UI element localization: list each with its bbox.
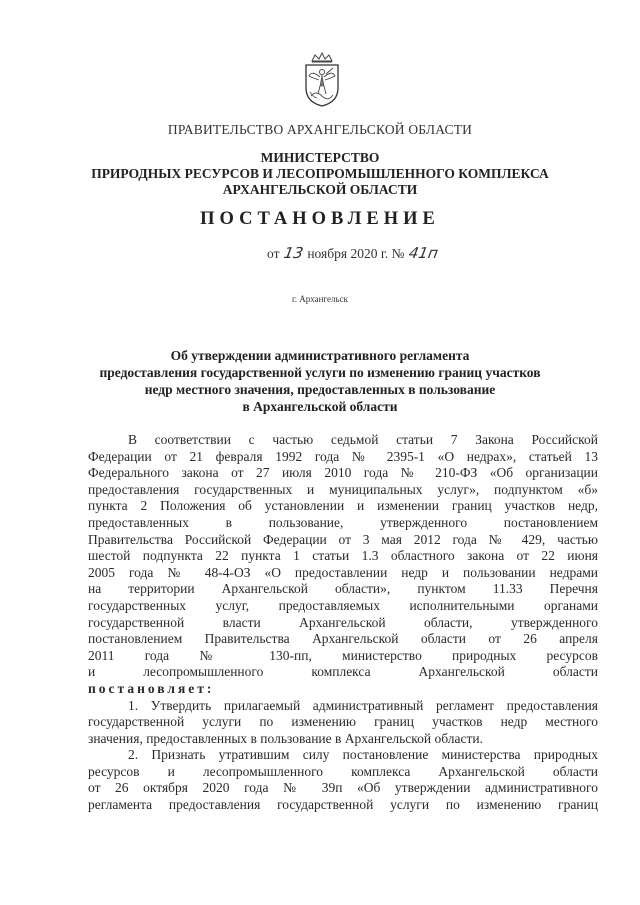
document-body: [88, 432, 598, 814]
coat-of-arms-icon: [302, 52, 342, 108]
date-line: [267, 244, 439, 262]
resolves-word: постановляет:: [88, 680, 215, 696]
body-line: на территории Архангельской области», пунктом 11.33 Перечня: [88, 581, 598, 597]
body-line: 2011 года № 130-пп, министерство природных ресурсов: [88, 647, 598, 663]
ministry-name: [0, 150, 640, 198]
intro-paragraph: [88, 432, 598, 698]
body-line: и лесопромышленного комплекса Архангельской области: [88, 664, 598, 680]
body-line: 2. Признать утратившим силу постановление министерства природных: [128, 747, 598, 763]
subject-line: Об утверждении административного регламента: [170, 348, 470, 363]
body-line: В соответствии с частью седьмой статьи 7 Закона Российской: [128, 432, 598, 447]
body-line: предоставленных в пользование, утвержденного постановлением: [88, 514, 598, 530]
body-line: предоставления государственных и муниципальных услуг», подпунктом «б»: [88, 481, 598, 497]
city-name: г. Архангельск: [292, 294, 348, 304]
body-line: пункта 2 Положения об установлении и изменении границ участков недр,: [88, 498, 598, 514]
ministry-line: МИНИСТЕРСТВО: [260, 150, 380, 165]
government-name: ПРАВИТЕЛЬСТВО АРХАНГЕЛЬСКОЙ ОБЛАСТИ: [167, 122, 473, 137]
body-line: государственных услуг, предоставляемых исполнительными органами: [88, 597, 598, 613]
document-number-handwritten: 41п: [407, 244, 440, 262]
document-type: ПОСТАНОВЛЕНИЕ: [200, 209, 440, 229]
body-line: государственной власти Архангельской области, утвержденного: [88, 614, 598, 630]
body-line: от 26 октября 2020 года № 39п «Об утверждении административного: [88, 780, 598, 796]
body-line: Федерации от 21 февраля 1992 года № 2395-1 «О недрах», статьей 13: [88, 448, 598, 464]
item-1-paragraph: [88, 698, 598, 748]
body-line: шестой подпункта 22 пункта 1 статьи 1.3 областного закона от 22 июня: [88, 548, 598, 564]
subject-line: предоставления государственной услуги по изменению границ участков: [99, 365, 541, 380]
item-2-paragraph: [88, 747, 598, 813]
body-line: 2005 года № 48-4-ОЗ «О предоставлении недр и пользовании недрами: [88, 564, 598, 580]
body-line: значения, предоставленных в пользование в Архангельской области.: [88, 730, 484, 746]
document-subject: [0, 347, 640, 415]
ministry-line: ПРИРОДНЫХ РЕСУРСОВ И ЛЕСОПРОМЫШЛЕННОГО КОМПЛЕКСА: [91, 166, 549, 181]
body-line: 1. Утвердить прилагаемый административный регламент предоставления: [128, 697, 598, 713]
date-day-handwritten: 13: [282, 244, 305, 262]
date-rest: ноября 2020 г. №: [307, 246, 405, 261]
body-line: Правительства Российской Федерации от 3 мая 2012 года № 429, частью: [88, 531, 598, 547]
date-prefix: от: [267, 246, 280, 261]
ministry-line: АРХАНГЕЛЬСКОЙ ОБЛАСТИ: [222, 182, 418, 197]
body-line: постановлением Правительства Архангельской области от 26 апреля: [88, 631, 598, 647]
body-line: регламента предоставления государственной услуги по изменению границ: [88, 797, 598, 813]
body-line: государственной услуги по изменению границ участков недр местного: [88, 714, 598, 730]
body-line: ресурсов и лесопромышленного комплекса Архангельской области: [88, 763, 598, 779]
body-line: Федерального закона от 27 июля 2010 года № 210-ФЗ «Об организации: [88, 465, 598, 481]
subject-line: недр местного значения, предоставленных в пользование: [144, 382, 496, 397]
subject-line: в Архангельской области: [242, 399, 398, 414]
